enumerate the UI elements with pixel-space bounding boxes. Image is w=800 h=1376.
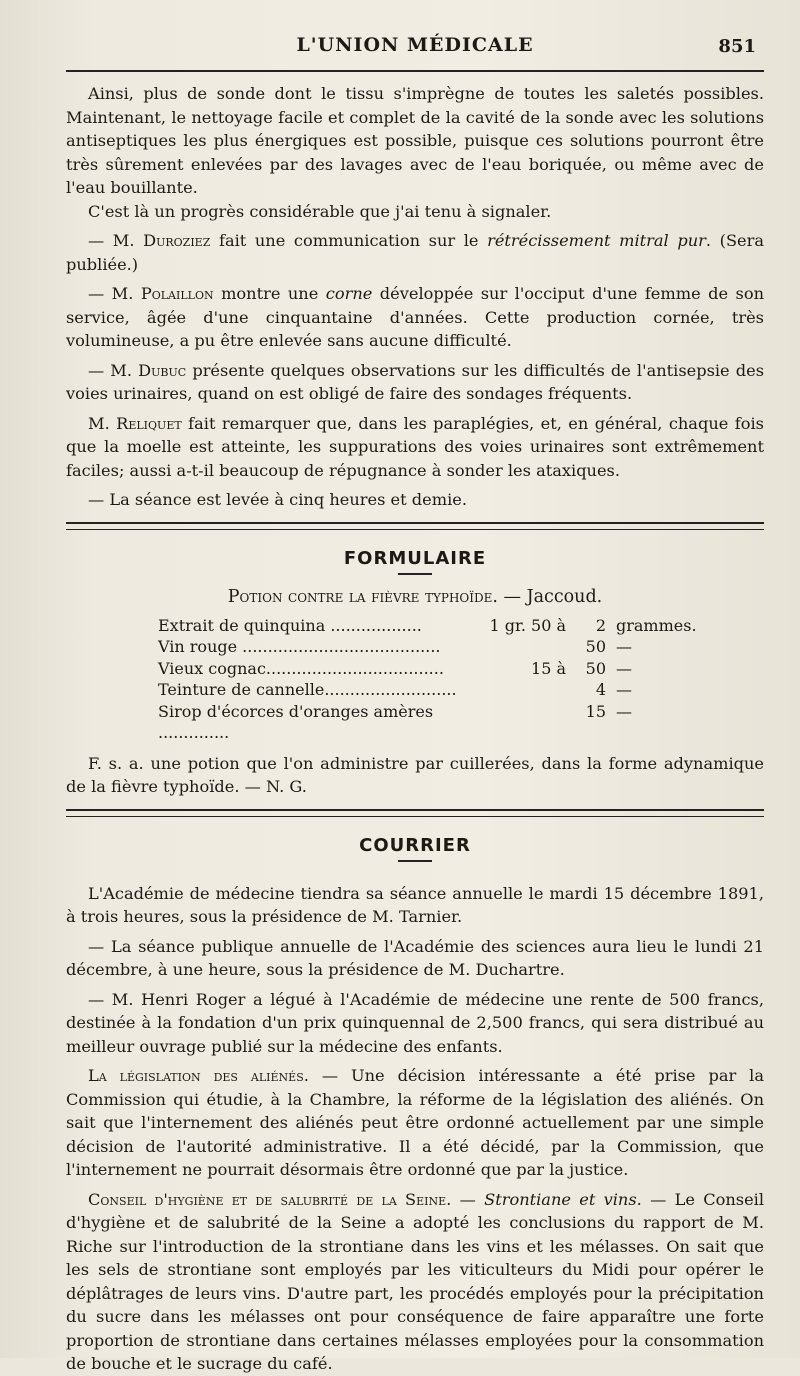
ingredient-qty: 15 [585, 701, 606, 721]
ingredient-qty: 2 [595, 615, 606, 635]
text-run: M. [88, 413, 117, 433]
dash-prefix: — M. [88, 231, 144, 250]
ingredient-name: Teinture de cannelle.......................... [158, 680, 457, 699]
ingredient-qty [526, 701, 566, 744]
dash-prefix: — M. [88, 360, 139, 380]
ingredient-row [158, 658, 764, 680]
text-run: développée sur l'occiput d'une femme de son service, âgée d'une cinquantaine d'années. Cette production cornée, très volumineuse, a pu être enlevée sans aucune difficulté. [66, 284, 765, 350]
text-run: fait remarquer que, dans les paraplégies, et, en général, chaque fois que la moelle est atteinte, les suppurations des voies urinaires sont extrêmement faciles; aussi a-t-il beaucoup de répugnance à sonder les ataxiques. [66, 413, 764, 480]
ingredient-row [158, 679, 764, 701]
text-run: montre une [213, 284, 326, 303]
ingredient-qty: 1 gr. [489, 615, 526, 635]
ingredient-qty [478, 679, 526, 701]
conseil-paragraph [66, 1188, 764, 1376]
ingredient-name: Vieux cognac................................... [158, 658, 444, 678]
polaillon-paragraph [66, 282, 764, 353]
dubuc-paragraph [66, 359, 764, 406]
reliquet-paragraph [66, 412, 764, 483]
ingredient-name: Extrait de quinquina .................. [158, 615, 422, 635]
ingredient-qty: 50 [585, 637, 606, 656]
text-run: — Une décision intéressante a été prise par la Commission qui étudie, à la Chambre, la réforme de la législation des aliénés. On sait que l'internement des aliénés peut être ordonné actuellement par une simple décision de l'autorité administrative. Il a été décidé, par la Commission, que l'internement ne pourrait désormais être ordonné que par la justice. [66, 1066, 765, 1179]
speaker-name: Polaillon [140, 284, 214, 303]
ingredient-row [158, 615, 764, 637]
ingredient-qty [478, 636, 526, 658]
ingredient-row [158, 701, 764, 744]
section-double-rule [66, 809, 764, 817]
text-run: fait une communication sur le [210, 231, 488, 250]
ingredient-unit: — [616, 701, 632, 721]
ingredient-qty [478, 658, 526, 680]
italic-term: Strontiane et vins. [484, 1189, 642, 1209]
speaker-name: Reliquet [116, 413, 182, 433]
courrier-paragraph-2: — La séance publique annuelle de l'Académie des sciences aura lieu le lundi 21 décembre, à une heure, sous la présidence de M. Duchartre. [66, 936, 764, 979]
closing-line: — La séance est levée à cinq heures et demie. [88, 490, 467, 509]
running-header [66, 30, 764, 70]
italic-term: corne [325, 284, 373, 303]
ingredient-qty: 15 à [531, 658, 566, 678]
intro-paragraph-2: C'est là un progrès considérable que j'ai tenu à signaler. [88, 201, 552, 221]
speaker-name: Duroziez [143, 231, 211, 250]
formulaire-heading: FORMULAIRE [343, 547, 487, 569]
intro-paragraph-1: Ainsi, plus de sonde dont le tissu s'imprègne de toutes les saletés possibles. Maintenant, le nettoyage facile et complet de la cavité de la sonde avec les solutions antiseptiques les plus énergiques est possible, puisque ces solutions pourront être très sûrement enlevées par des lavages avec de l'eau boriquée, ou même avec de l'eau bouillante. [66, 84, 764, 197]
ingredient-unit: grammes. [616, 615, 697, 635]
legislation-paragraph [66, 1064, 764, 1182]
section-double-rule [66, 522, 764, 530]
ingredient-qty: 50 à [531, 615, 566, 635]
journal-title: L'UNION MÉDICALE [296, 34, 534, 56]
header-rule [66, 70, 764, 72]
ingredient-qty: 4 [595, 680, 606, 699]
text-run: — [451, 1189, 485, 1209]
ingredient-qty [526, 679, 566, 701]
courrier-paragraph-3: — M. Henri Roger a légué à l'Académie de médecine une rente de 500 francs, destinée à la fondation d'un prix quinquennal de 2,500 francs, qui sera distribué au meilleur ouvrage publié sur la médecine des enfants. [66, 989, 764, 1056]
courrier-paragraph-1: L'Académie de médecine tiendra sa séance annuelle le mardi 15 décembre 1891, à trois heures, sous la présidence de M. Tarnier. [66, 883, 764, 926]
speaker-name: Dubuc [138, 360, 187, 380]
ingredient-unit: — [616, 637, 632, 656]
text-run: . (Sera publiée.) [66, 231, 765, 274]
spacer [66, 874, 764, 882]
rubric-lead: La législation des aliénés. [88, 1066, 309, 1085]
heading-underline [398, 573, 432, 575]
text-run: présente quelques observations sur les difficultés de l'antisepsie des voies urinaires, quand on est obligé de faire des sondages fréquents. [66, 360, 765, 403]
duroziez-paragraph [66, 229, 764, 276]
ingredient-list [158, 615, 764, 744]
italic-term: rétrécissement mitral pur [487, 231, 706, 250]
recipe-note: F. s. a. une potion que l'on administre par cuillerées, dans la forme adynamique de la fièvre typhoïde. — N. G. [66, 753, 764, 796]
ingredient-unit: — [616, 680, 632, 699]
ingredient-qty [478, 701, 526, 744]
ingredient-name: Sirop d'écorces d'oranges amères .............. [158, 701, 434, 742]
ingredient-unit: — [616, 658, 632, 678]
heading-underline [398, 860, 432, 862]
rubric-lead: Conseil d'hygiène et de salubrité de la Seine. [88, 1189, 452, 1209]
recipe-title [66, 587, 764, 607]
recipe-name: Potion contre la fièvre typhoïde. [227, 586, 498, 607]
ingredient-qty [526, 636, 566, 658]
ingredient-row [158, 636, 764, 658]
ingredient-qty: 50 [585, 658, 606, 678]
page-number: 851 [718, 36, 756, 57]
dash-prefix: — M. [88, 284, 141, 303]
ingredient-name: Vin rouge ....................................... [158, 637, 441, 656]
courrier-heading: COURRIER [359, 834, 471, 856]
text-run: — Le Conseil d'hygiène et de salubrité de la Seine a adopté les conclusions du rapport de M. Riche sur l'introduction de la strontiane dans les vins et les mélasses. On sait que les sels de strontiane sont employés par les viticulteurs du Midi pour opérer le déplâtrages de leurs vins. D'autre part, les procédés employés pour la précipitation du sucre dans les mélasses ont pour conséquence de faire apparaître une forte proportion de strontiane dans certaines mélasses employées pour la consommation de bouche et le sucrage du café. [66, 1189, 765, 1373]
recipe-author: — Jaccoud. [497, 586, 603, 607]
